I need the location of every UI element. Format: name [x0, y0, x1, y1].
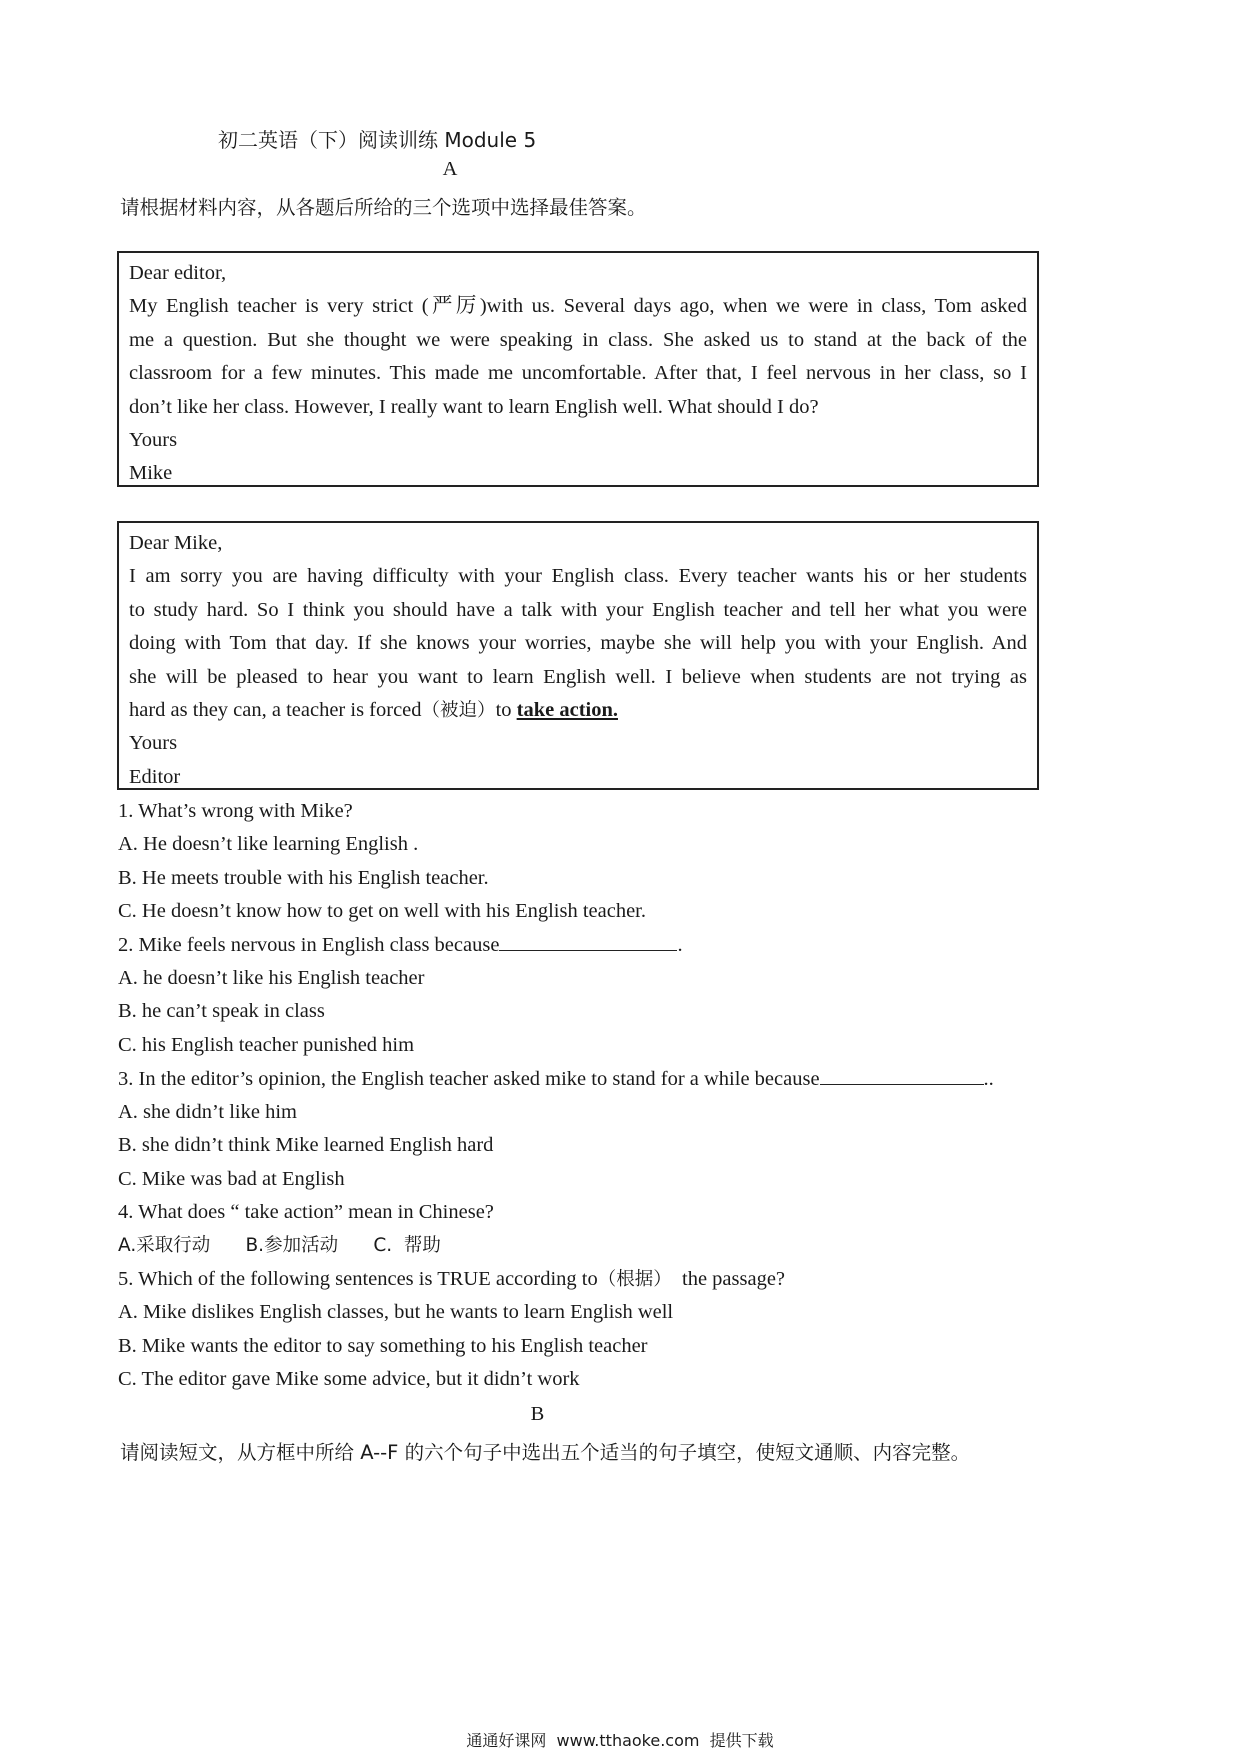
page-title: 初二英语（下）阅读训练 Module 5 — [218, 128, 537, 152]
page-footer: 通通好课网 www.tthaoke.com 提供下载 — [466, 1731, 774, 1750]
question-3-option: A. she didn’t like him — [118, 1101, 297, 1123]
question-1-stem: 1. What’s wrong with Mike? — [118, 800, 353, 822]
question-1-option: C. He doesn’t know how to get on well with his English teacher. — [118, 900, 646, 922]
letter2-line: to study hard. So I think you should have a talk with your English teacher and tell her what you were — [129, 598, 1027, 621]
question-3-stem: 3. In the editor’s opinion, the English teacher asked mike to stand for a while because .. — [118, 1062, 994, 1095]
take-action-phrase: take action. — [516, 698, 618, 721]
question-5-option: A. Mike dislikes English classes, but he wants to learn English well — [118, 1301, 674, 1323]
answer-blank — [499, 928, 677, 951]
question-1-option: B. He meets trouble with his English teacher. — [118, 867, 489, 889]
answer-blank — [820, 1062, 984, 1085]
letter2-line: hard as they can, a teacher is forced（被迫）to take action. — [129, 698, 618, 721]
question-3-option: B. she didn’t think Mike learned English hard — [118, 1134, 494, 1156]
question-2-option: B. he can’t speak in class — [118, 1000, 325, 1022]
question-5-stem: 5. Which of the following sentences is TRUE according to（根据） the passage? — [118, 1268, 786, 1290]
letter2-line: she will be pleased to hear you want to learn English well. I believe when students are not trying as — [129, 665, 1027, 688]
letter2-greeting: Dear Mike, — [129, 532, 223, 554]
letter-to-editor — [117, 251, 1039, 487]
question-3-option: C. Mike was bad at English — [118, 1168, 345, 1190]
letter1-greeting: Dear editor, — [129, 262, 227, 284]
letter2-signature: Editor — [129, 765, 181, 788]
letter1-line: My English teacher is very strict (严厉)with us. Several days ago, when we were in class, Tom asked — [129, 295, 1027, 318]
question-2-option: C. his English teacher punished him — [118, 1034, 415, 1056]
question-4-options: A.采取行动 B.参加活动 C. 帮助 — [118, 1235, 441, 1256]
section-a-instruction: 请根据材料内容，从各题后所给的三个选项中选择最佳答案。 — [120, 196, 647, 219]
question-2-option: A. he doesn’t like his English teacher — [118, 967, 425, 989]
section-a-label: A — [442, 158, 458, 180]
letter2-line: I am sorry you are having difficulty with your English class. Every teacher wants his or her students — [129, 565, 1027, 588]
question-1-option: A. He doesn’t like learning English . — [118, 833, 419, 855]
section-b-label: B — [530, 1403, 545, 1425]
letter1-closing: Yours — [129, 428, 178, 451]
letter1-signature: Mike — [129, 462, 173, 485]
letter2-line: doing with Tom that day. If she knows your worries, maybe she will help you with your English. And — [129, 632, 1027, 655]
section-b-instruction: 请阅读短文，从方框中所给 A--F 的六个句子中选出五个适当的句子填空，使短文通顺、内容完整。 — [120, 1441, 971, 1464]
letter1-line: classroom for a few minutes. This made me uncomfortable. After that, I feel nervous in her class, so I — [129, 362, 1027, 385]
letter2-closing: Yours — [129, 732, 178, 755]
letter1-line: don’t like her class. However, I really want to learn English well. What should I do? — [129, 395, 819, 418]
letter-to-mike — [117, 521, 1039, 790]
question-4-stem: 4. What does “ take action” mean in Chinese? — [118, 1201, 494, 1223]
letter1-line: me a question. But she thought we were speaking in class. She asked us to stand at the back of the — [129, 328, 1027, 351]
question-5-option: B. Mike wants the editor to say something to his English teacher — [118, 1335, 648, 1357]
question-5-option: C. The editor gave Mike some advice, but it didn’t work — [118, 1368, 580, 1390]
question-2-stem: 2. Mike feels nervous in English class because . — [118, 928, 683, 961]
